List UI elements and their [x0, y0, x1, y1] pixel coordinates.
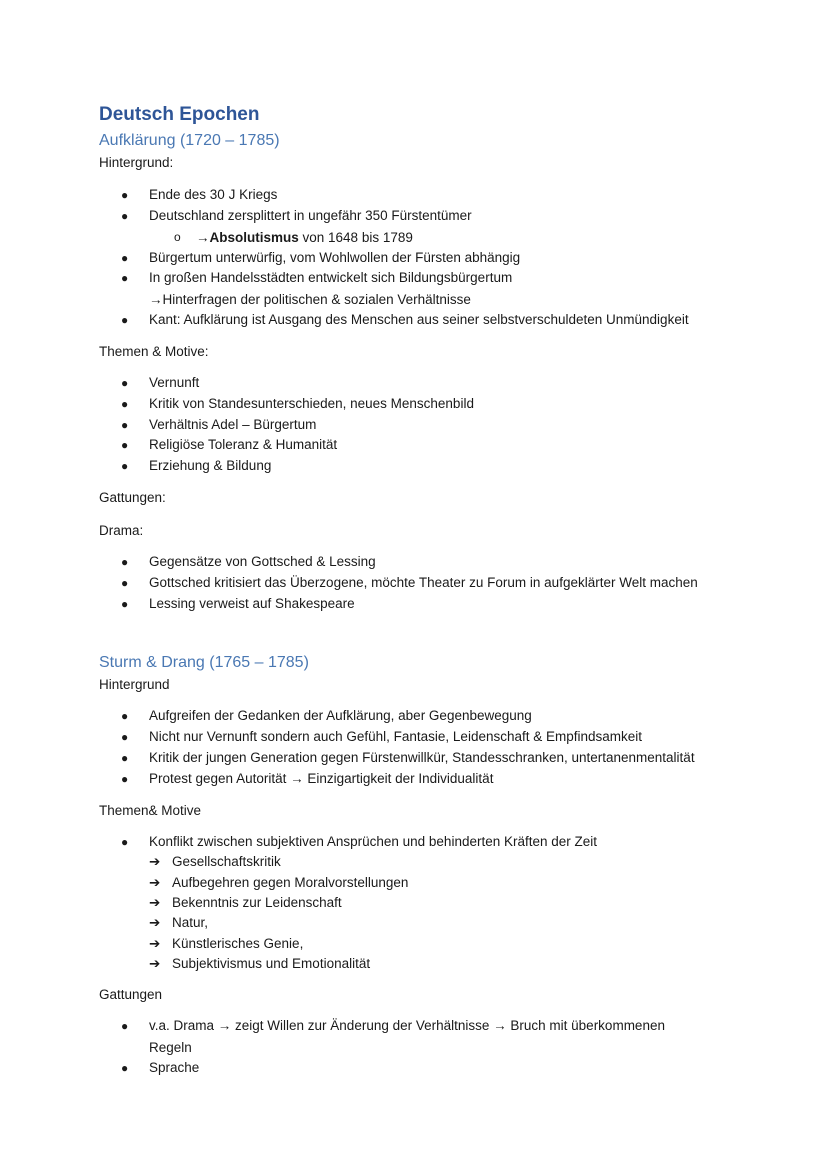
gattungen-list — [99, 1016, 789, 1079]
list-item: ● Gegensätze von Gottsched & Lessing — [99, 552, 789, 573]
list-item: ● Ende des 30 J Kriegs — [99, 185, 789, 206]
arrow-list-item: ➔ Natur, — [99, 913, 789, 933]
document-page — [99, 102, 789, 1079]
bullet-icon: ● — [121, 750, 129, 765]
bullet-icon: ● — [121, 417, 129, 432]
list-item: ● Konflikt zwischen subjektiven Ansprüchen und behinderten Kräften der Zeit — [99, 832, 789, 853]
arrow-icon: ➔ — [149, 854, 161, 870]
hintergrund-label: Hintergrund — [99, 677, 170, 693]
list-item: ● Lessing verweist auf Shakespeare — [99, 594, 789, 615]
bullet-icon: ● — [121, 834, 129, 849]
bullet-icon: ● — [121, 596, 129, 611]
themen-list — [99, 373, 789, 477]
drama-label: Drama: — [99, 522, 144, 538]
bullet-icon: ● — [121, 438, 129, 453]
list-item-continuation: →Hinterfragen der politischen & sozialen Verhältnisse — [149, 292, 471, 308]
list-item-continuation: Regeln — [149, 1039, 192, 1055]
list-item: ● Verhältnis Adel – Bürgertum — [99, 415, 789, 436]
bullet-icon: ● — [121, 250, 129, 265]
arrow-icon: ➔ — [149, 894, 161, 910]
list-item: ● In großen Handelsstädten entwickelt sich Bildungsbürgertum — [99, 268, 789, 289]
circle-bullet-icon: o — [174, 229, 181, 244]
drama-list — [99, 552, 789, 614]
themen-label: Themen& Motive — [99, 802, 202, 818]
arrow-list-item: ➔ Künstlerisches Genie, — [99, 934, 789, 954]
section-heading-sturm-und-drang: Sturm & Drang (1765 – 1785) — [99, 654, 309, 672]
bullet-icon: ● — [121, 1019, 129, 1034]
list-item: ● Erziehung & Bildung — [99, 456, 789, 477]
arrow-icon: ➔ — [149, 935, 161, 951]
list-item: ● Vernunft — [99, 373, 789, 394]
arrow-icon: ➔ — [149, 915, 161, 931]
arrow-icon: → — [196, 229, 210, 245]
arrow-icon: ➔ — [149, 955, 161, 971]
list-item: ● Gottsched kritisiert das Überzogene, möchte Theater zu Forum in aufgeklärter Welt machen — [99, 573, 789, 594]
arrow-list-item: ➔ Bekenntnis zur Leidenschaft — [99, 893, 789, 913]
bullet-icon: ● — [121, 271, 129, 286]
bullet-icon: ● — [121, 575, 129, 590]
hintergrund-label: Hintergrund: — [99, 155, 174, 170]
arrow-icon: ➔ — [149, 874, 161, 890]
bullet-icon: ● — [121, 208, 129, 223]
list-item: ● Nicht nur Vernunft sondern auch Gefühl, Fantasie, Leidenschaft & Empfindsamkeit — [99, 727, 789, 748]
arrow-list-item: ➔ Gesellschaftskritik — [99, 852, 789, 872]
gattungen-label: Gattungen: — [99, 489, 166, 505]
bullet-icon: ● — [121, 709, 129, 724]
document-title: Deutsch Epochen — [99, 104, 260, 125]
list-item: ● Deutschland zersplittert in ungefähr 350 Fürstentümer — [99, 206, 789, 227]
bullet-icon: ● — [121, 459, 129, 474]
themen-label: Themen & Motive: — [99, 343, 209, 359]
hintergrund-list — [99, 185, 789, 331]
bullet-icon: ● — [121, 554, 129, 569]
list-item: ● Aufgreifen der Gedanken der Aufklärung, aber Gegenbewegung — [99, 706, 789, 727]
list-item: ● Religiöse Toleranz & Humanität — [99, 435, 789, 456]
themen-list — [99, 832, 789, 975]
hintergrund-list — [99, 706, 789, 789]
bullet-icon: ● — [121, 771, 129, 786]
list-item: ● Protest gegen Autorität → Einzigartigkeit der Individualität — [99, 769, 789, 790]
arrow-list-item: ➔ Subjektivismus und Emotionalität — [99, 954, 789, 974]
list-item: ● Sprache — [99, 1058, 789, 1079]
sub-list-item: o →Absolutismus von 1648 bis 1789 — [99, 227, 789, 248]
section-heading-aufklaerung: Aufklärung (1720 – 1785) — [99, 132, 280, 149]
bullet-icon: ● — [121, 396, 129, 411]
bullet-icon: ● — [121, 375, 129, 390]
list-item: ● Kritik von Standesunterschieden, neues Menschenbild — [99, 394, 789, 415]
bullet-icon: ● — [121, 313, 129, 328]
list-item: ● Kritik der jungen Generation gegen Fürstenwillkür, Standesschranken, untertanenmentalität — [99, 748, 789, 769]
gattungen-label: Gattungen — [99, 987, 163, 1003]
list-item: ● Kant: Aufklärung ist Ausgang des Menschen aus seiner selbstverschuldeten Unmündigkeit — [99, 310, 789, 331]
bullet-icon: ● — [121, 1060, 129, 1075]
list-item: ● v.a. Drama → zeigt Willen zur Änderung der Verhältnisse → Bruch mit überkommenen — [99, 1016, 789, 1037]
bullet-icon: ● — [121, 730, 129, 745]
bullet-icon: ● — [121, 188, 129, 202]
list-item: ● Bürgertum unterwürfig, vom Wohlwollen der Fürsten abhängig — [99, 248, 789, 269]
arrow-list-item: ➔ Aufbegehren gegen Moralvorstellungen — [99, 873, 789, 893]
